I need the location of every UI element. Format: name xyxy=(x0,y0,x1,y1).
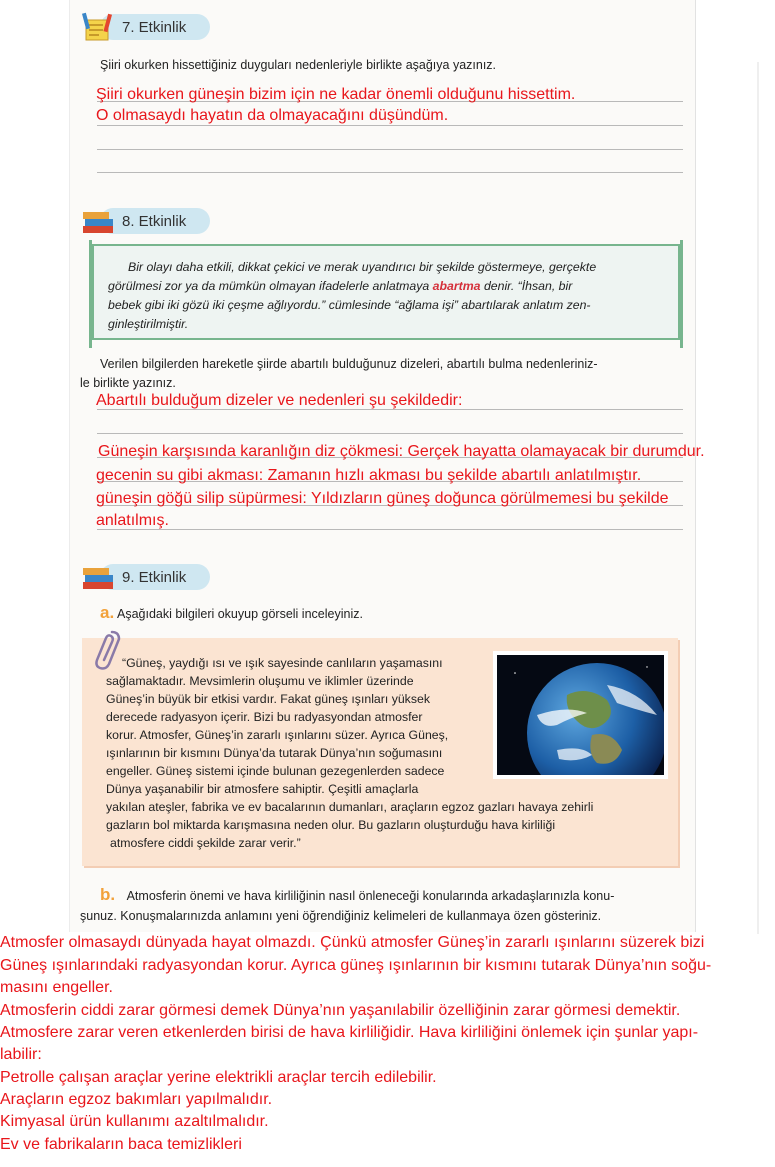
quote-line: Dünya yaşanabilir bir atmosfere sahiptir. Çeşitli amaçlarla xyxy=(106,782,419,796)
activity-8-answer-2: Güneşin karşısında karanlığın diz çökmesi: Gerçek hayatta olamayacak bir durumdur. xyxy=(98,443,705,460)
info-line-2 xyxy=(108,277,664,296)
writing-line xyxy=(97,149,683,150)
box-edge-left xyxy=(89,240,92,348)
activity-8-title: 8. Etkinlik xyxy=(100,208,210,234)
answer-line-2: Güneş ışınlarındaki radyasyondan korur. Ayrıca güneş ışınlarının bir kısmını tutarak Dünya’nın soğu- xyxy=(0,957,712,974)
quote-line: sağlamaktadır. Mevsimlerin oluşumu ve iklimler üzerinde xyxy=(106,674,414,688)
quote-line: Güneş’in büyük bir etkisi vardır. Fakat güneş ışınları yüksek xyxy=(106,692,430,706)
books-icon xyxy=(80,562,120,592)
box-edge-right xyxy=(680,240,683,348)
activity-9-part-b-1 xyxy=(100,886,614,905)
quote-line: derecede radyasyon içerir. Bizi bu radyasyondan atmosfer xyxy=(106,710,423,724)
earth-photo xyxy=(493,651,668,779)
activity-8-instruction-2: le birlikte yazınız. xyxy=(80,376,176,390)
abartma-info-box xyxy=(92,244,680,340)
answer-line-7: Petrolle çalışan araçlar yerine elektrikli araçlar tercih edilebilir. xyxy=(0,1069,437,1086)
activity-9-part-b-2: şunuz. Konuşmalarınızda anlamını yeni öğrendiğiniz kelimeleri de kullanmaya özen gösteriniz. xyxy=(80,909,602,923)
activity-9-title: 9. Etkinlik xyxy=(100,564,210,590)
activity-8-instruction-1: Verilen bilgilerden hareketle şiirde abartılı bulduğunuz dizeleri, abartılı bulma nedenleriniz- xyxy=(100,357,598,371)
part-a-text: Aşağıdaki bilgileri okuyup görseli inceleyiniz. xyxy=(116,607,363,621)
part-a-letter: a. xyxy=(100,603,115,622)
activity-9-header xyxy=(80,562,220,592)
info-line-1: Bir olayı daha etkili, dikkat çekici ve merak uyandırıcı bir şekilde göstermeye, gerçekte xyxy=(128,260,597,274)
part-b-letter: b. xyxy=(100,885,116,904)
writing-line xyxy=(97,529,683,530)
answer-line-10: Ev ve fabrikaların baca temizlikleri xyxy=(0,1136,242,1153)
info-text: denir. “İhsan, bir xyxy=(483,279,573,293)
activity-8-answer-5: anlatılmış. xyxy=(96,512,169,529)
answer-line-9: Kimyasal ürün kullanımı azaltılmalıdır. xyxy=(0,1113,269,1130)
paperclip-icon xyxy=(92,628,122,672)
answer-line-6: labilir: xyxy=(0,1046,42,1063)
activity-7-answer-2: O olmasaydı hayatın da olmayacağını düşündüm. xyxy=(96,107,449,124)
notepad-pencils-icon xyxy=(80,12,120,42)
answer-line-8: Araçların egzoz bakımları yapılmalıdır. xyxy=(0,1091,273,1108)
quote-line: korur. Atmosfer, Güneş’in zararlı ışınlarını süzer. Ayrıca Güneş, xyxy=(106,728,449,742)
info-line-4: ginleştirilmiştir. xyxy=(108,317,189,331)
answer-line-4: Atmosferin ciddi zarar görmesi demek Dünya’nın yaşanılabilir özelliğinin zarar görmesi demektir. xyxy=(0,1002,681,1019)
activity-7-instruction: Şiiri okurken hissettiğiniz duyguları nedenleriyle birlikte aşağıya yazınız. xyxy=(100,58,497,72)
atmosphere-quote-box xyxy=(82,638,678,866)
quote-line: gazların bol miktarda karışmasına neden olur. Bu gazların oluşturduğu hava kirliliği xyxy=(106,818,556,832)
activity-7-answer-1: Şiiri okurken güneşin bizim için ne kadar önemli olduğunu hissettim. xyxy=(96,86,576,103)
quote-line: ışınlarının bir kısmını Dünya’da tutarak Dünya’nın soğumasını xyxy=(106,746,443,760)
writing-line xyxy=(97,172,683,173)
earth-globe-icon xyxy=(497,655,664,775)
info-text: görülmesi zor ya da mümkün olmayan ifadelerle anlatmaya xyxy=(108,279,430,293)
activity-8-answer-3: gecenin su gibi akması: Zamanın hızlı akması bu şekilde abartılı anlatılmıştır. xyxy=(96,467,642,484)
quote-line: yakılan ateşler, fabrika ve ev bacalarının dumanları, araçların egzoz gazları havaya zehirli xyxy=(106,800,594,814)
writing-line xyxy=(97,433,683,434)
activity-8-header xyxy=(80,206,220,236)
highlighted-term: abartma xyxy=(432,279,481,293)
activity-9-part-a xyxy=(100,604,363,623)
answer-line-1: Atmosfer olmasaydı dünyada hayat olmazdı. Çünkü atmosfer Güneş’in zararlı ışınlarını süzerek bizi xyxy=(0,934,705,951)
part-b-text: Atmosferin önemi ve hava kirliliğinin nasıl önleneceği konularında arkadaşlarınızla konu- xyxy=(126,889,615,903)
activity-8-answer-4: güneşin göğü silip süpürmesi: Yıldızların güneş doğunca görülmemesi bu şekilde xyxy=(96,490,669,507)
activity-7-title: 7. Etkinlik xyxy=(100,14,210,40)
quote-line: “Güneş, yaydığı ısı ve ışık sayesinde canlıların yaşamasını xyxy=(122,656,443,670)
quote-line: atmosfere ciddi şekilde zarar verir.” xyxy=(110,836,301,850)
margin-rule xyxy=(757,62,759,934)
activity-8-answer-1: Abartılı bulduğum dizeler ve nedenleri şu şekildedir: xyxy=(96,392,463,409)
answer-line-5: Atmosfere zarar veren etkenlerden birisi de hava kirliliğidir. Hava kirliliğini önlemek için şunlar yapı- xyxy=(0,1024,699,1041)
info-line-3: bebek gibi iki gözü iki çeşme ağlıyordu.” cümlesinde “ağlama işi” abartılarak anlatım zen- xyxy=(108,298,591,312)
activity-7-header xyxy=(80,12,220,42)
books-icon xyxy=(80,206,120,236)
answer-line-3: masını engeller. xyxy=(0,979,113,996)
quote-line: engeller. Güneş sistemi içinde bulunan gezegenlerden sadece xyxy=(106,764,445,778)
